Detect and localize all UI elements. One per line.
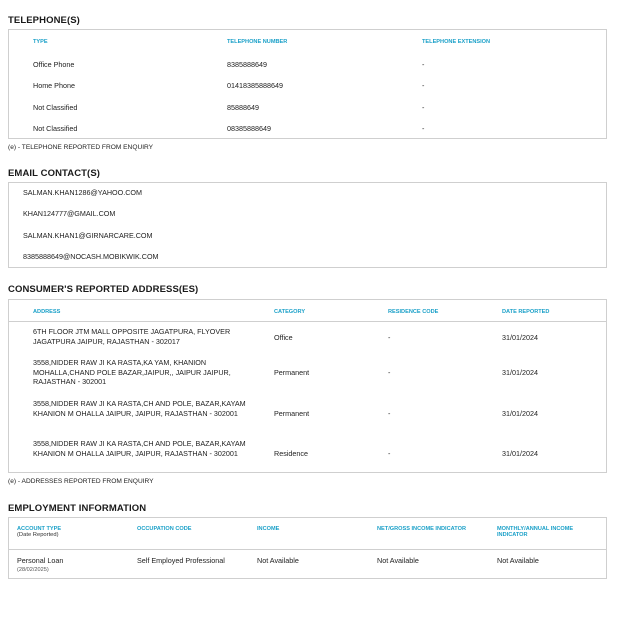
phone-number: 08385888649 bbox=[227, 124, 271, 133]
telephones-table bbox=[8, 29, 607, 139]
header-net-gross: NET/GROSS INCOME INDICATOR bbox=[377, 526, 466, 532]
phone-extension: - bbox=[422, 60, 425, 69]
header-date-reported-sub: (Date Reported) bbox=[17, 532, 59, 538]
address-date: 31/01/2024 bbox=[502, 368, 538, 377]
header-telephone-extension: TELEPHONE EXTENSION bbox=[422, 39, 491, 45]
employment-account-type: Personal Loan (28/02/2025) bbox=[17, 556, 63, 575]
header-income: INCOME bbox=[257, 526, 280, 532]
employment-monthly-annual: Not Available bbox=[497, 556, 539, 565]
header-category: CATEGORY bbox=[274, 309, 306, 315]
address-residence-code: - bbox=[388, 333, 391, 342]
addresses-title: CONSUMER'S REPORTED ADDRESS(ES) bbox=[8, 284, 199, 295]
employment-net-gross: Not Available bbox=[377, 556, 419, 565]
employment-occupation: Self Employed Professional bbox=[137, 556, 225, 565]
phone-type: Home Phone bbox=[33, 81, 75, 90]
addresses-table bbox=[8, 299, 607, 473]
phone-type: Not Classified bbox=[33, 103, 78, 112]
address-date: 31/01/2024 bbox=[502, 333, 538, 342]
phone-extension: - bbox=[422, 124, 425, 133]
email-item: SALMAN.KHAN1286@YAHOO.COM bbox=[23, 188, 142, 197]
address-text: 3558,NIDDER RAW JI KA RASTA,CH AND POLE, BAZAR,KAYAM KHANION M OHALLA JAIPUR, JAIPUR, RAJASTHAN - 302001 bbox=[33, 439, 246, 458]
address-date: 31/01/2024 bbox=[502, 449, 538, 458]
emails-title: EMAIL CONTACT(S) bbox=[8, 168, 101, 179]
address-residence-code: - bbox=[388, 449, 391, 458]
telephones-title: TELEPHONE(S) bbox=[8, 15, 80, 26]
phone-number: 01418385888649 bbox=[227, 81, 283, 90]
telephones-note: (e) - TELEPHONE REPORTED FROM ENQUIRY bbox=[8, 144, 154, 151]
addresses-note: (e) - ADDRESSES REPORTED FROM ENQUIRY bbox=[8, 478, 154, 485]
phone-number: 8385888649 bbox=[227, 60, 267, 69]
address-residence-code: - bbox=[388, 409, 391, 418]
employment-income: Not Available bbox=[257, 556, 299, 565]
header-account-type: ACCOUNT TYPE (Date Reported) bbox=[17, 526, 62, 538]
phone-extension: - bbox=[422, 81, 425, 90]
address-residence-code: - bbox=[388, 368, 391, 377]
phone-extension: - bbox=[422, 103, 425, 112]
address-date: 31/01/2024 bbox=[502, 409, 538, 418]
header-date-reported: DATE REPORTED bbox=[502, 309, 550, 315]
address-category: Office bbox=[274, 333, 293, 342]
email-item: SALMAN.KHAN1@GIRNARCARE.COM bbox=[23, 231, 153, 240]
header-occupation-code: OCCUPATION CODE bbox=[137, 526, 192, 532]
address-category: Residence bbox=[274, 449, 308, 458]
employment-date: (28/02/2025) bbox=[17, 566, 49, 573]
phone-type: Office Phone bbox=[33, 60, 75, 69]
address-text: 3558,NIDDER RAW JI KA RASTA,CH AND POLE, BAZAR,KAYAM KHANION M OHALLA JAIPUR, JAIPUR, RAJASTHAN - 302001 bbox=[33, 399, 246, 418]
header-address: ADDRESS bbox=[33, 309, 61, 315]
address-text: 6TH FLOOR JTM MALL OPPOSITE JAGATPURA, FLYOVER JAGATPURA JAIPUR, RAJASTHAN - 302017 bbox=[33, 327, 231, 346]
header-monthly-annual: MONTHLY/ANNUAL INCOME INDICATOR bbox=[497, 526, 574, 538]
employment-table bbox=[8, 517, 607, 579]
employment-title: EMPLOYMENT INFORMATION bbox=[8, 503, 147, 514]
email-item: KHAN124777@GMAIL.COM bbox=[23, 209, 116, 218]
address-category: Permanent bbox=[274, 409, 310, 418]
header-divider bbox=[9, 321, 606, 322]
address-text: 3558,NIDDER RAW JI KA RASTA,KA YAM, KHANION MOHALLA,CHAND POLE BAZAR,JAIPUR,, JAIPUR JAIPUR, RAJASTHAN - 302001 bbox=[33, 358, 231, 386]
header-type: TYPE bbox=[33, 39, 48, 45]
header-telephone-number: TELEPHONE NUMBER bbox=[227, 39, 288, 45]
phone-number: 85888649 bbox=[227, 103, 259, 112]
email-item: 8385888649@NOCASH.MOBIKWIK.COM bbox=[23, 252, 159, 261]
phone-type: Not Classified bbox=[33, 124, 78, 133]
header-residence-code: RESIDENCE CODE bbox=[388, 309, 439, 315]
emails-list bbox=[8, 182, 607, 268]
header-divider bbox=[9, 549, 606, 550]
address-category: Permanent bbox=[274, 368, 310, 377]
